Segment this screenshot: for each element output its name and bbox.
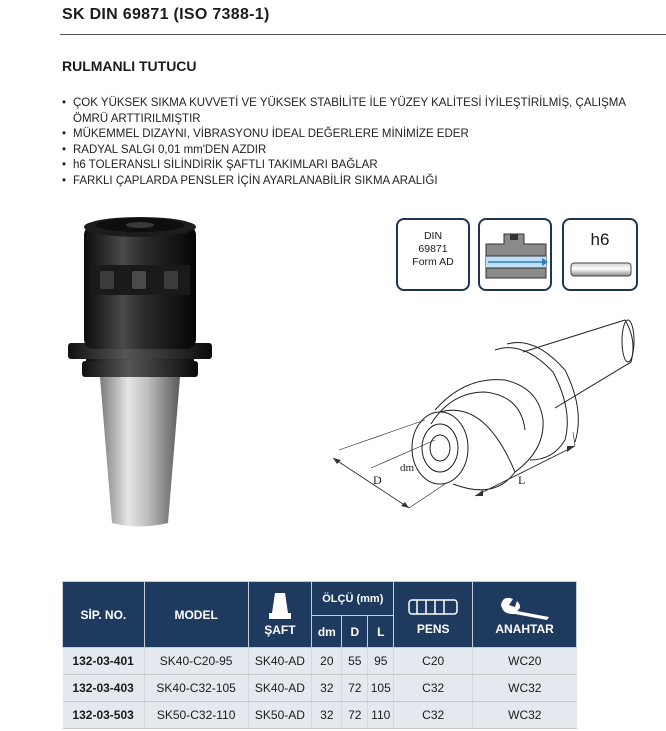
table-row: 132-03-403 SK40-C32-105 SK40-AD 32 72 105 C32 WC32 (63, 675, 577, 702)
form-ad-icon (478, 218, 552, 291)
col-header-pens: PENS (394, 582, 473, 648)
feature-item: • FARKLI ÇAPLARDA PENSLER İÇİN AYARLANABİLİR SIKMA ARALIĞI (62, 174, 632, 190)
col-header-model: MODEL (144, 582, 248, 648)
technical-drawing (325, 300, 655, 515)
table-row: 132-03-401 SK40-C20-95 SK40-AD 20 55 95 C20 WC20 (63, 648, 577, 675)
bullet-icon: • (62, 159, 67, 171)
shank-icon (267, 591, 293, 623)
spec-table (62, 581, 577, 729)
col-header-dm: dm (312, 616, 342, 648)
col-header-saft: ŞAFT (248, 582, 312, 648)
feature-item: • ÇOK YÜKSEK SIKMA KUVVETİ VE YÜKSEK STABİLİTE İLE YÜZEY KALİTESİ İYİLEŞTİRİLMİŞ, ÇALIŞMA ÖMRÜ ARTTIRILMIŞTIR (62, 97, 626, 125)
wrench-icon (495, 593, 555, 621)
section-title: RULMANLI TUTUCU (62, 58, 197, 74)
table-row: 132-03-503 SK50-C32-110 SK50-AD 32 72 110 C32 WC32 (63, 702, 577, 729)
col-header-d: D (342, 616, 368, 648)
coolant-section-icon (480, 220, 550, 289)
bullet-icon: • (62, 174, 67, 187)
bullet-icon: • (62, 128, 67, 140)
shaft-icon (570, 260, 632, 280)
col-header-l: L (368, 616, 394, 648)
din-standard-badge: DIN 69871 Form AD (396, 218, 470, 291)
feature-item: • h6 TOLERANSLI SİLİNDİRİK ŞAFTLI TAKIMLARI BAĞLAR (62, 158, 632, 174)
bullet-icon: • (62, 97, 67, 109)
page-title: SK DIN 69871 (ISO 7388-1) (62, 6, 270, 23)
header-divider (60, 34, 666, 35)
col-header-sip-no: SİP. NO. (63, 582, 145, 648)
feature-item: • RADYAL SALGI 0,01 mm'DEN AZDIR (62, 143, 632, 159)
collet-icon (407, 594, 459, 620)
col-header-anahtar: ANAHTAR (473, 582, 577, 648)
dimension-d-label: D (373, 473, 382, 487)
col-header-olcu: ÖLÇÜ (mm) (312, 582, 394, 616)
h6-tolerance-badge: h6 (562, 218, 638, 291)
feature-list (62, 96, 632, 189)
dimension-dm-label: dm (400, 462, 415, 474)
dimension-l-label: L (518, 473, 526, 487)
feature-item: • MÜKEMMEL DIZAYNI, VİBRASYONU İDEAL DEĞERLERE MİNİMİZE EDER (62, 127, 632, 143)
bullet-icon: • (62, 143, 67, 156)
tool-holder-photo (60, 205, 220, 535)
